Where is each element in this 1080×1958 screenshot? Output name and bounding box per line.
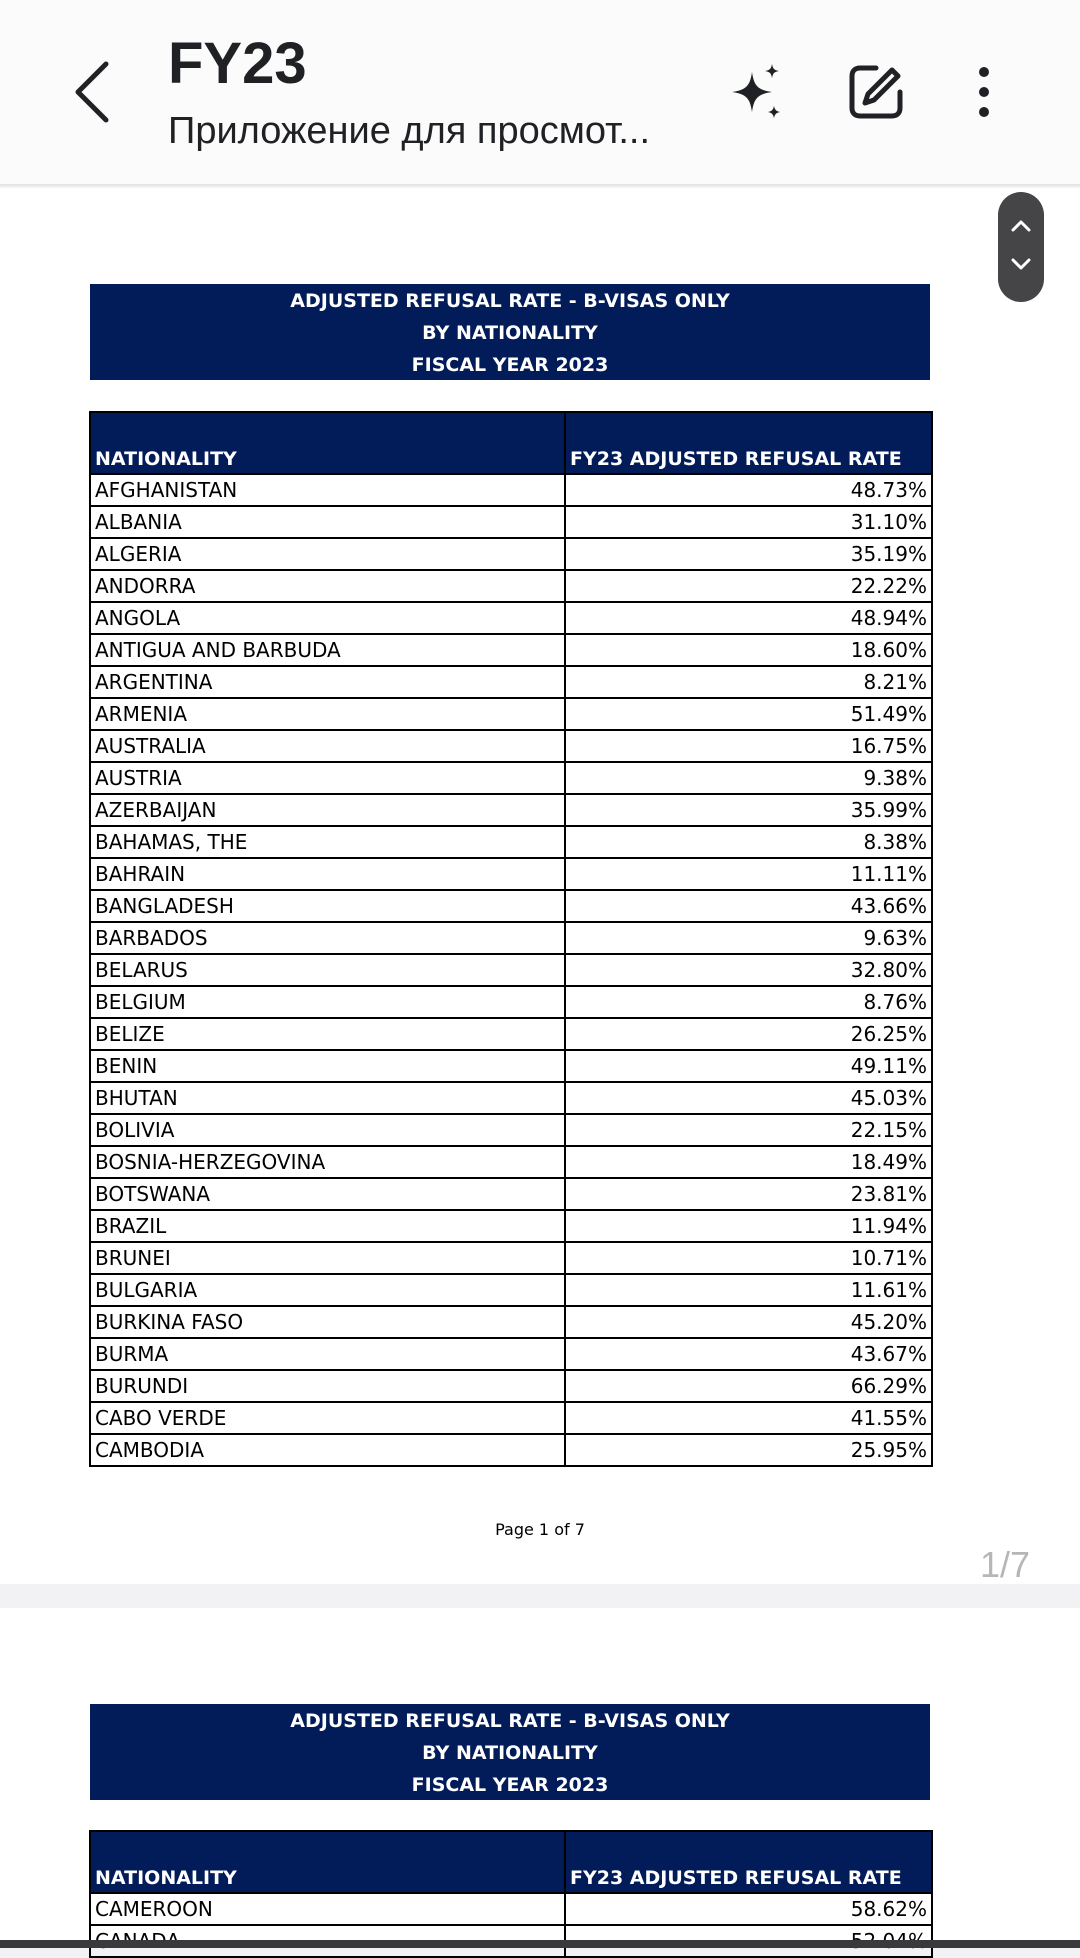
- nationality-cell: ARGENTINA: [90, 666, 565, 698]
- refusal-rate-cell: 43.66%: [565, 890, 932, 922]
- refusal-rate-cell: 49.11%: [565, 1050, 932, 1082]
- refusal-rate-table: [89, 411, 933, 1467]
- table-row: [90, 954, 932, 986]
- table-row: [90, 474, 932, 506]
- table-row: [90, 570, 932, 602]
- banner-line-2: BY NATIONALITY: [422, 1742, 598, 1764]
- nationality-cell: BOTSWANA: [90, 1178, 565, 1210]
- nationality-cell: ANGOLA: [90, 602, 565, 634]
- nationality-cell: ALBANIA: [90, 506, 565, 538]
- table-row: [90, 1082, 932, 1114]
- table-row: [90, 1893, 932, 1925]
- more-options-button[interactable]: [948, 56, 1020, 128]
- table-row: [90, 634, 932, 666]
- refusal-rate-cell: 23.81%: [565, 1178, 932, 1210]
- edit-icon: [846, 62, 906, 122]
- nationality-cell: CABO VERDE: [90, 1402, 565, 1434]
- refusal-rate-cell: 16.75%: [565, 730, 932, 762]
- refusal-rate-table: [89, 1830, 933, 1958]
- nationality-cell: BURKINA FASO: [90, 1306, 565, 1338]
- refusal-rate-cell: 35.99%: [565, 794, 932, 826]
- column-header-nationality: NATIONALITY: [90, 1831, 565, 1893]
- nationality-cell: BRUNEI: [90, 1242, 565, 1274]
- refusal-rate-cell: 41.55%: [565, 1402, 932, 1434]
- scroll-down-button[interactable]: [998, 244, 1044, 284]
- chevron-up-icon: [1010, 219, 1032, 233]
- report-banner: [90, 284, 930, 380]
- table-row: [90, 794, 932, 826]
- table-row: [90, 1434, 932, 1466]
- table-header-row: [90, 412, 932, 474]
- refusal-rate-cell: 45.03%: [565, 1082, 932, 1114]
- document-page-1: [0, 188, 1080, 1584]
- table-row: [90, 538, 932, 570]
- refusal-rate-cell: 11.11%: [565, 858, 932, 890]
- table-row: [90, 826, 932, 858]
- refusal-rate-cell: 31.10%: [565, 506, 932, 538]
- nationality-cell: ALGERIA: [90, 538, 565, 570]
- back-button[interactable]: [62, 52, 122, 132]
- nationality-cell: ARMENIA: [90, 698, 565, 730]
- refusal-rate-cell: 43.67%: [565, 1338, 932, 1370]
- nationality-cell: BELGIUM: [90, 986, 565, 1018]
- column-header-rate: FY23 ADJUSTED REFUSAL RATE: [565, 412, 932, 474]
- app-bar: [0, 0, 1080, 186]
- bottom-edge: [0, 1940, 1080, 1948]
- nationality-cell: BURUNDI: [90, 1370, 565, 1402]
- document-title: FY23: [168, 31, 307, 96]
- nationality-cell: BELARUS: [90, 954, 565, 986]
- table-row: [90, 1370, 932, 1402]
- banner-line-3: FISCAL YEAR 2023: [411, 1774, 609, 1796]
- table-row: [90, 602, 932, 634]
- nationality-cell: CAMEROON: [90, 1893, 565, 1925]
- refusal-rate-cell: 48.94%: [565, 602, 932, 634]
- chevron-left-icon: [72, 60, 112, 124]
- table-row: [90, 762, 932, 794]
- table-row: [90, 1018, 932, 1050]
- refusal-rate-cell: 26.25%: [565, 1018, 932, 1050]
- page-indicator: 1/7: [979, 1544, 1030, 1585]
- document-subtitle: Приложение для просмот...: [168, 110, 651, 152]
- more-vertical-icon: [974, 62, 994, 122]
- refusal-rate-cell: 8.38%: [565, 826, 932, 858]
- chevron-down-icon: [1010, 257, 1032, 271]
- table-row: [90, 922, 932, 954]
- page-footer: Page 1 of 7: [495, 1520, 585, 1539]
- banner-line-2: BY NATIONALITY: [422, 322, 598, 344]
- refusal-rate-cell: 11.94%: [565, 1210, 932, 1242]
- nationality-cell: BURMA: [90, 1338, 565, 1370]
- nationality-cell: AZERBAIJAN: [90, 794, 565, 826]
- nationality-cell: AUSTRALIA: [90, 730, 565, 762]
- refusal-rate-cell: 8.76%: [565, 986, 932, 1018]
- nationality-cell: BELIZE: [90, 1018, 565, 1050]
- table-row: [90, 986, 932, 1018]
- page-scroll-control: [998, 192, 1044, 302]
- nationality-cell: BAHRAIN: [90, 858, 565, 890]
- refusal-rate-cell: 25.95%: [565, 1434, 932, 1466]
- nationality-cell: AUSTRIA: [90, 762, 565, 794]
- nationality-cell: BANGLADESH: [90, 890, 565, 922]
- refusal-rate-cell: 45.20%: [565, 1306, 932, 1338]
- nationality-cell: ANTIGUA AND BARBUDA: [90, 634, 565, 666]
- refusal-rate-cell: 18.60%: [565, 634, 932, 666]
- table-header-row: [90, 1831, 932, 1893]
- table-row: [90, 1114, 932, 1146]
- refusal-rate-cell: 58.62%: [565, 1893, 932, 1925]
- refusal-rate-cell: 10.71%: [565, 1242, 932, 1274]
- table-row: [90, 1242, 932, 1274]
- nationality-cell: BHUTAN: [90, 1082, 565, 1114]
- nationality-cell: CAMBODIA: [90, 1434, 565, 1466]
- nationality-cell: BRAZIL: [90, 1210, 565, 1242]
- refusal-rate-cell: 51.49%: [565, 698, 932, 730]
- table-row: [90, 1306, 932, 1338]
- refusal-rate-cell: 18.49%: [565, 1146, 932, 1178]
- table-row: [90, 1178, 932, 1210]
- nationality-cell: BOLIVIA: [90, 1114, 565, 1146]
- refusal-rate-cell: 8.21%: [565, 666, 932, 698]
- refusal-rate-cell: 66.29%: [565, 1370, 932, 1402]
- table-row: [90, 698, 932, 730]
- banner-line-3: FISCAL YEAR 2023: [411, 354, 609, 376]
- table-row: [90, 730, 932, 762]
- nationality-cell: BENIN: [90, 1050, 565, 1082]
- table-row: [90, 666, 932, 698]
- refusal-rate-cell: 9.63%: [565, 922, 932, 954]
- table-row: [90, 858, 932, 890]
- table-row: [90, 890, 932, 922]
- table-row: [90, 506, 932, 538]
- refusal-rate-cell: 22.15%: [565, 1114, 932, 1146]
- column-header-rate: FY23 ADJUSTED REFUSAL RATE: [565, 1831, 932, 1893]
- nationality-cell: ANDORRA: [90, 570, 565, 602]
- ai-assist-button[interactable]: [720, 56, 792, 128]
- nationality-cell: BARBADOS: [90, 922, 565, 954]
- refusal-rate-cell: 9.38%: [565, 762, 932, 794]
- edit-button[interactable]: [840, 56, 912, 128]
- refusal-rate-cell: 35.19%: [565, 538, 932, 570]
- refusal-rate-cell: 48.73%: [565, 474, 932, 506]
- banner-line-1: ADJUSTED REFUSAL RATE - B-VISAS ONLY: [290, 1710, 730, 1732]
- banner-line-1: ADJUSTED REFUSAL RATE - B-VISAS ONLY: [290, 290, 730, 312]
- table-row: [90, 1146, 932, 1178]
- refusal-rate-cell: 22.22%: [565, 570, 932, 602]
- nationality-cell: AFGHANISTAN: [90, 474, 565, 506]
- nationality-cell: BOSNIA-HERZEGOVINA: [90, 1146, 565, 1178]
- nationality-cell: BAHAMAS, THE: [90, 826, 565, 858]
- table-row: [90, 1402, 932, 1434]
- document-page-2: [0, 1608, 1080, 1948]
- table-row: [90, 1274, 932, 1306]
- nationality-cell: BULGARIA: [90, 1274, 565, 1306]
- report-banner: [90, 1704, 930, 1800]
- sparkles-icon: [726, 60, 786, 124]
- scroll-up-button[interactable]: [998, 206, 1044, 246]
- table-row: [90, 1050, 932, 1082]
- table-row: [90, 1210, 932, 1242]
- refusal-rate-cell: 32.80%: [565, 954, 932, 986]
- table-row: [90, 1338, 932, 1370]
- refusal-rate-cell: 11.61%: [565, 1274, 932, 1306]
- column-header-nationality: NATIONALITY: [90, 412, 565, 474]
